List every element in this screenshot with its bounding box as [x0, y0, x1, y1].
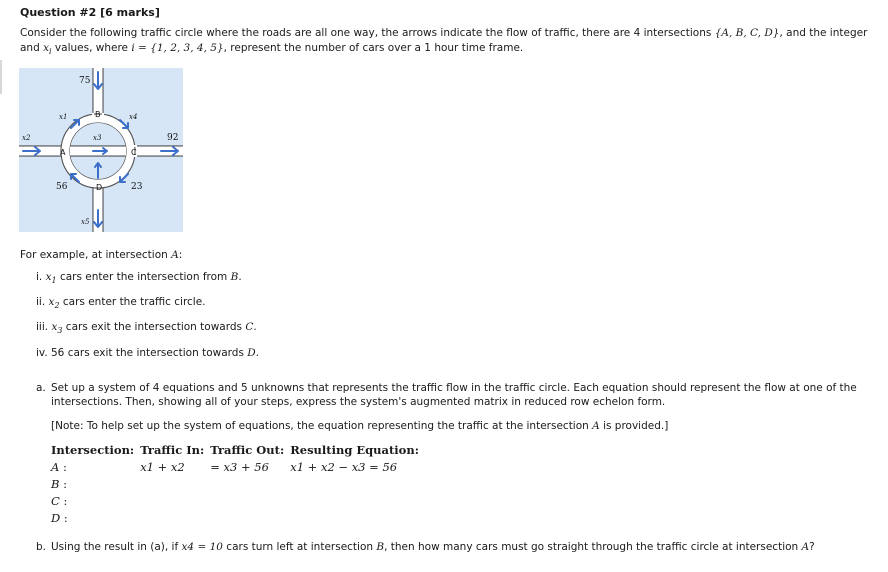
- row-intersection: [51, 509, 140, 526]
- list-item: [36, 296, 206, 310]
- row-traffic-out: [210, 475, 290, 492]
- part-a-line2: intersections. Then, showing all of your steps, express the system's augmented matrix in reduced row echelon form.: [51, 396, 666, 408]
- row-colon: :: [60, 510, 68, 525]
- label-75: 75: [79, 76, 91, 86]
- label-23: 23: [131, 182, 143, 192]
- row-name: C: [51, 493, 60, 508]
- list-item-sub: 3: [57, 326, 63, 336]
- xi-sub: i: [49, 47, 52, 57]
- intro-text: and: [20, 42, 44, 54]
- header-intersection: Intersection:: [51, 442, 135, 457]
- list-item-var: x: [51, 321, 58, 333]
- example-heading-text: For example, at intersection: [20, 249, 172, 261]
- part-b-label: b.: [36, 541, 47, 553]
- note-text: [Note: To help set up the system of equations, the equation representing the traffic at the intersection: [51, 420, 593, 432]
- label-x5: x5: [81, 218, 90, 226]
- part-b-text-post: ?: [809, 541, 815, 553]
- list-item-target: D: [247, 347, 256, 359]
- part-b-text: [51, 541, 815, 553]
- note-var: A: [592, 420, 600, 432]
- row-equation: [290, 492, 425, 509]
- row-name: D: [51, 510, 61, 525]
- table-row: [51, 475, 425, 492]
- scroll-edge: [0, 60, 2, 94]
- row-name: B: [51, 476, 60, 491]
- header-traffic-in: Traffic In:: [140, 442, 205, 457]
- part-b-var2: A: [801, 541, 810, 553]
- note-text-end: is provided.]: [599, 420, 669, 432]
- list-item-text: cars exit the intersection towards: [62, 321, 246, 333]
- label-D: D: [96, 183, 103, 192]
- row-equation: [290, 475, 425, 492]
- row-traffic-out: [210, 492, 290, 509]
- row-traffic-in: [140, 509, 210, 526]
- list-item-target: B: [230, 271, 239, 283]
- list-item-number: i.: [36, 271, 43, 283]
- list-item: [36, 321, 257, 335]
- table-header-row: [51, 441, 425, 458]
- table-row: [51, 509, 425, 526]
- list-item-number: ii.: [36, 296, 46, 308]
- intro-text: , represent the number of cars over a 1 hour time frame.: [223, 42, 524, 54]
- list-item-text: cars enter the traffic circle.: [59, 296, 206, 308]
- intro-line-1: [20, 27, 867, 39]
- label-92: 92: [167, 133, 179, 143]
- header-traffic-out: Traffic Out:: [210, 442, 285, 457]
- list-item-text: cars enter the intersection from: [56, 271, 231, 283]
- part-a-line1: Set up a system of 4 equations and 5 unknowns that represents the traffic flow in the traffic circle. Each equation should represent the flow at one of the: [51, 382, 857, 394]
- label-x4: x4: [129, 113, 138, 121]
- row-intersection: [51, 492, 140, 509]
- row-name: A: [51, 459, 60, 474]
- row-equation: [290, 509, 425, 526]
- index-set: i = {1, 2, 3, 4, 5}: [131, 42, 224, 54]
- list-item-text: 56 cars exit the intersection towards: [51, 347, 248, 359]
- list-item-end: .: [255, 347, 260, 359]
- label-x1: x1: [59, 113, 68, 121]
- row-intersection: [51, 475, 140, 492]
- row-colon: :: [59, 476, 67, 491]
- table-row: [51, 458, 425, 475]
- row-equation: x1 + x2 − x3 = 56: [290, 459, 398, 474]
- traffic-circle-diagram: [19, 68, 183, 232]
- example-heading: [20, 249, 182, 261]
- example-heading-colon: :: [178, 249, 183, 261]
- row-traffic-in: x1 + x2: [140, 459, 185, 474]
- list-item-var: x: [48, 296, 55, 308]
- row-traffic-in: [140, 492, 210, 509]
- intro-text: , and the integer: [779, 27, 868, 39]
- row-traffic-out: = x3 + 56: [210, 459, 269, 474]
- list-item-number: iv.: [36, 347, 48, 359]
- list-item-sub: 1: [51, 276, 57, 286]
- xi-var: x: [43, 42, 50, 54]
- label-A: A: [60, 148, 66, 157]
- row-traffic-out: [210, 509, 290, 526]
- list-item: [36, 347, 259, 359]
- part-b-text-mid: cars turn left at intersection: [222, 541, 377, 553]
- row-colon: :: [59, 493, 68, 508]
- row-colon: :: [59, 459, 67, 474]
- intro-text: values, where: [51, 42, 132, 54]
- part-b-text-mid2: , then how many cars must go straight through the traffic circle at intersection: [384, 541, 802, 553]
- part-b-var: B: [376, 541, 385, 553]
- list-item-end: .: [238, 271, 242, 283]
- intro-text: Consider the following traffic circle where the roads are all one way, the arrows indicate the flow of traffic, there are 4 intersections: [20, 27, 715, 39]
- list-item-end: .: [253, 321, 257, 333]
- list-item-number: iii.: [36, 321, 49, 333]
- intro-line-2: [20, 42, 523, 56]
- label-x2: x2: [22, 134, 31, 142]
- example-heading-var: A: [171, 249, 179, 261]
- part-a-label: a.: [36, 382, 46, 394]
- label-C: C: [131, 148, 137, 157]
- part-b-eq: x4 = 10: [181, 541, 223, 553]
- part-a-note: [51, 420, 668, 432]
- header-resulting-equation: Resulting Equation:: [290, 442, 419, 457]
- question-title: Question #2 [6 marks]: [20, 6, 160, 19]
- equation-table: [51, 441, 425, 526]
- label-B: B: [95, 110, 101, 119]
- label-x3: x3: [93, 134, 102, 142]
- list-item-target: C: [245, 321, 254, 333]
- label-56: 56: [56, 182, 68, 192]
- row-intersection: [51, 458, 140, 475]
- part-b-text-pre: Using the result in (a), if: [51, 541, 182, 553]
- table-row: [51, 492, 425, 509]
- list-item: [36, 271, 242, 285]
- list-item-sub: 2: [54, 301, 60, 311]
- intersection-set: {A, B, C, D}: [714, 27, 780, 39]
- list-item-var: x: [45, 271, 52, 283]
- row-traffic-in: [140, 475, 210, 492]
